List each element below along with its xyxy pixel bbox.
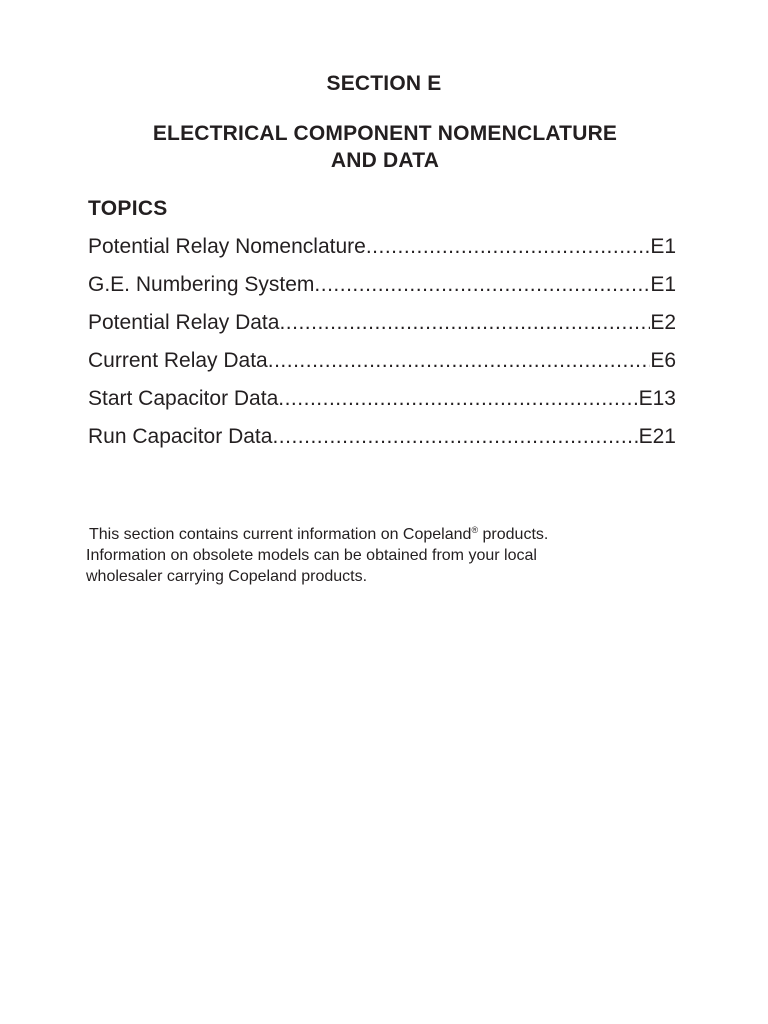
note-line-1-text: This section contains current information on Copeland	[89, 526, 472, 543]
note-line-1	[86, 524, 686, 545]
toc-entry-current-relay-data[interactable]	[88, 347, 676, 385]
toc-entry-page: E13	[638, 387, 676, 410]
toc-entry-label: Potential Relay Nomenclature	[88, 235, 366, 258]
note-line-3: wholesaler carrying Copeland products.	[86, 568, 368, 585]
note-line-1-tail: products.	[478, 526, 549, 543]
toc-entry-label: Start Capacitor Data	[88, 387, 279, 410]
table-of-contents	[88, 233, 676, 461]
toc-entry-page: E21	[638, 425, 676, 448]
toc-dot-leader	[366, 233, 651, 261]
section-note	[86, 524, 686, 587]
toc-dot-leader	[268, 347, 651, 375]
note-line-2: Information on obsolete models can be obtained from your local	[86, 547, 537, 564]
toc-entry-potential-relay-nomenclature[interactable]	[88, 233, 676, 271]
toc-entry-start-capacitor-data[interactable]	[88, 385, 676, 423]
toc-dot-leader	[272, 423, 638, 451]
toc-dot-leader	[314, 271, 650, 299]
toc-entry-page: E2	[650, 311, 676, 334]
document-title	[0, 120, 768, 174]
document-title-line-1: ELECTRICAL COMPONENT NOMENCLATURE	[152, 122, 618, 145]
document-title-line-2: AND DATA	[330, 149, 440, 172]
toc-entry-label: Current Relay Data	[88, 349, 268, 372]
toc-entry-run-capacitor-data[interactable]	[88, 423, 676, 461]
toc-dot-leader	[279, 309, 650, 337]
toc-entry-label: G.E. Numbering System	[88, 273, 315, 296]
toc-entry-page: E6	[650, 349, 676, 372]
registered-mark: ®	[471, 525, 479, 535]
toc-entry-label: Run Capacitor Data	[88, 425, 273, 448]
section-label: SECTION E	[326, 72, 442, 95]
topics-heading: TOPICS	[88, 197, 168, 220]
toc-entry-ge-numbering-system[interactable]	[88, 271, 676, 309]
toc-dot-leader	[278, 385, 638, 413]
toc-entry-page: E1	[650, 273, 676, 296]
toc-entry-potential-relay-data[interactable]	[88, 309, 676, 347]
toc-entry-label: Potential Relay Data	[88, 311, 280, 334]
toc-entry-page: E1	[650, 235, 676, 258]
